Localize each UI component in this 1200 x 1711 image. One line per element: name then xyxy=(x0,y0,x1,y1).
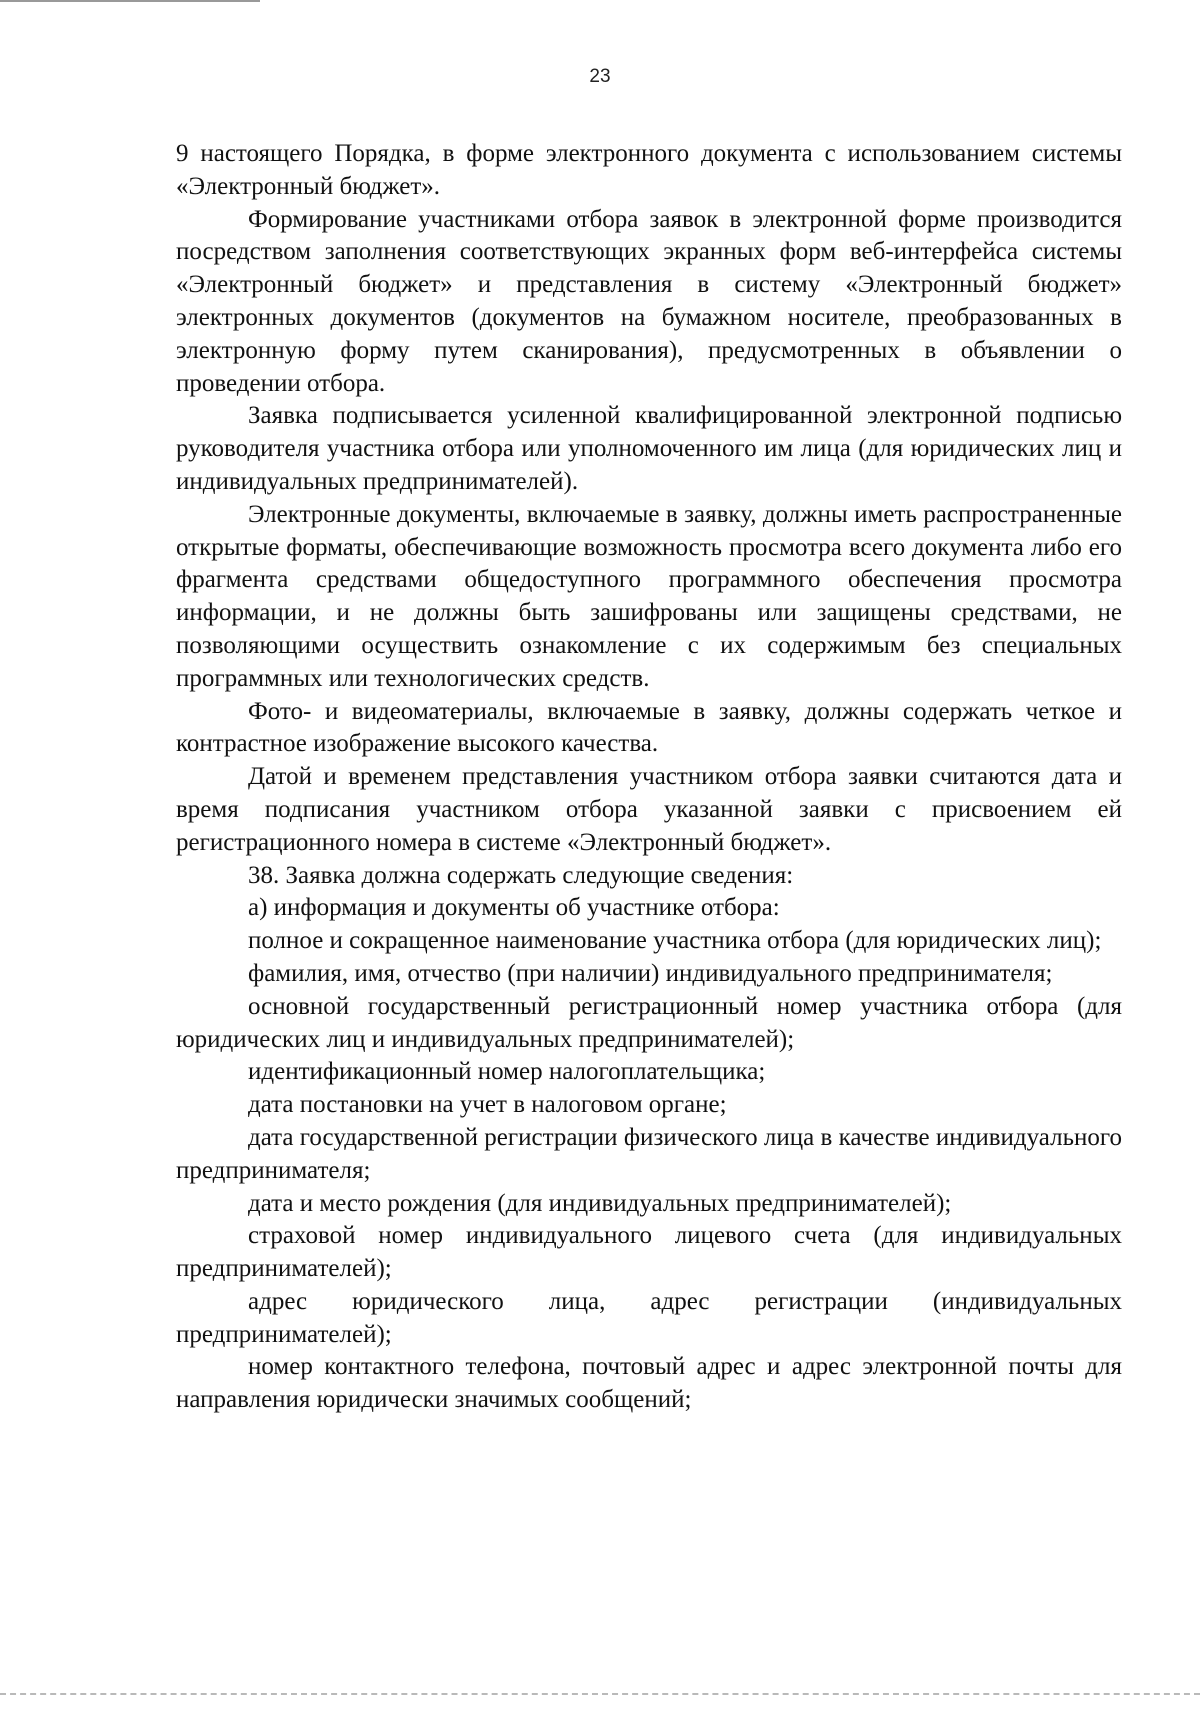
paragraph-photo-video: Фото- и видеоматериалы, включаемые в заявку, должны содержать четкое и контрастное изображение высокого качества. xyxy=(176,697,1122,758)
paragraph-forming-applications: Формирование участниками отбора заявок в электронной форме производится посредством заполнения соответствующих экранных форм веб-интерфейса системы «Электронный бюджет» и представления в систему «Электронный бюджет» электронных документов (документов на бумажном носителе, преобразованных в электронную форму путем сканирования), предусмотренных в объявлении о проведении отбора. xyxy=(176,205,1122,397)
paragraph-signature: Заявка подписывается усиленной квалифицированной электронной подписью руководителя участника отбора или уполномоченного им лица (для юридических лиц и индивидуальных предпринимателей). xyxy=(176,402,1122,495)
list-item-state-registration-date: дата государственной регистрации физического лица в качестве индивидуального предпринимателя; xyxy=(176,1123,1122,1184)
list-item-contacts: номер контактного телефона, почтовый адрес и адрес электронной почты для направления юридически значимых сообщений; xyxy=(176,1353,1122,1414)
list-item-snils: страховой номер индивидуального лицевого счета (для индивидуальных предпринимателей); xyxy=(176,1222,1122,1283)
scan-edge-top xyxy=(0,0,260,2)
paragraph-electronic-formats: Электронные документы, включаемые в заявку, должны иметь распространенные открытые форматы, обеспечивающие возможность просмотра всего документа либо его фрагмента средствами общедоступного программного обеспечения просмотра информации, и не должны быть зашифрованы или защищены средствами, не позволяющими осуществить ознакомление с их содержимым без специальных программных или технологических средств. xyxy=(176,500,1122,692)
document-body xyxy=(176,138,1122,1417)
subclause-a-heading: а) информация и документы об участнике отбора: xyxy=(248,894,780,922)
paragraph-continuation: 9 настоящего Порядка, в форме электронного документа с использованием системы «Электронный бюджет». xyxy=(176,140,1122,200)
list-item-address: адрес юридического лица, адрес регистрации (индивидуальных предпринимателей); xyxy=(176,1287,1122,1348)
list-item-birth-date-place: дата и место рождения (для индивидуальных предпринимателей); xyxy=(248,1189,952,1217)
clause-38-heading: 38. Заявка должна содержать следующие сведения: xyxy=(248,861,794,889)
list-item-inn: идентификационный номер налогоплательщика; xyxy=(248,1058,766,1086)
page-number: 23 xyxy=(589,66,611,87)
list-item-tax-registration-date: дата постановки на учет в налоговом органе; xyxy=(248,1091,727,1119)
list-item-full-name: полное и сокращенное наименование участника отбора (для юридических лиц); xyxy=(248,927,1102,955)
list-item-entrepreneur-name: фамилия, имя, отчество (при наличии) индивидуального предпринимателя; xyxy=(248,959,1053,987)
list-item-ogrn: основной государственный регистрационный номер участника отбора (для юридических лиц и индивидуальных предпринимателей); xyxy=(176,992,1122,1053)
paragraph-submission-date: Датой и временем представления участником отбора заявки считаются дата и время подписания участником отбора указанной заявки с присвоением ей регистрационного номера в системе «Электронный бюджет». xyxy=(176,763,1122,856)
scan-edge-bottom xyxy=(0,1693,1200,1697)
